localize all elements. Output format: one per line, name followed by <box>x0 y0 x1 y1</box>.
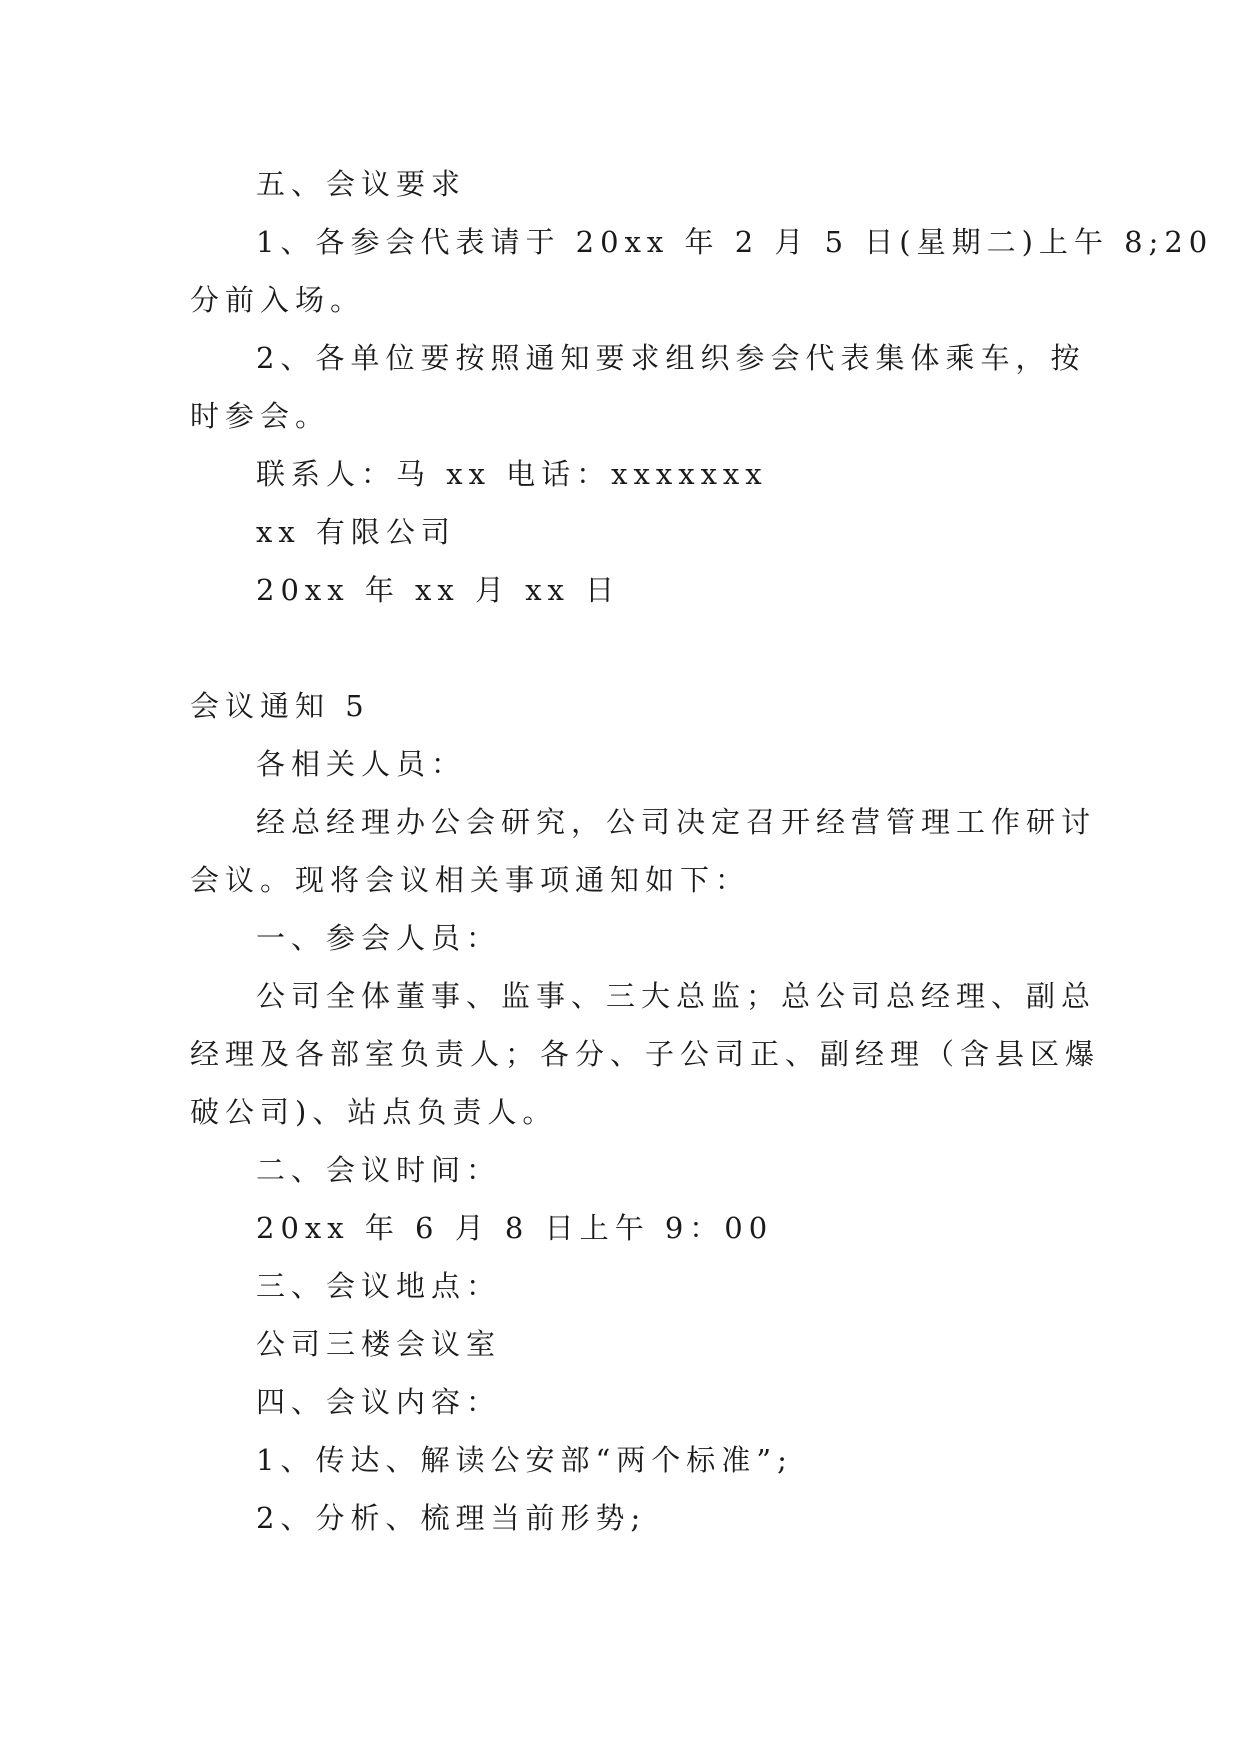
time-heading: 二、会议时间： <box>256 1153 502 1187</box>
requirement-item-2-line-1: 2、各单位要按照通知要求组织参会代表集体乘车，按 <box>256 341 1086 375</box>
place-heading: 三、会议地点： <box>256 1269 502 1303</box>
content-item-2: 2、分析、梳理当前形势; <box>256 1501 647 1535</box>
time-value: 20xx 年 6 月 8 日上午 9：00 <box>256 1211 774 1245</box>
signature-date: 20xx 年 xx 月 xx 日 <box>256 573 621 607</box>
intro-line-1: 经总经理办公会研究，公司决定召开经营管理工作研讨 <box>256 805 1097 839</box>
section-heading-requirements: 五、会议要求 <box>256 167 467 201</box>
participants-heading: 一、参会人员： <box>256 921 502 955</box>
intro-line-2: 会议。现将会议相关事项通知如下： <box>190 863 751 897</box>
notice-title: 会议通知 5 <box>190 689 370 723</box>
participants-line-2: 经理及各部室负责人；各分、子公司正、副经理（含县区爆 <box>190 1037 1101 1071</box>
requirement-item-2-line-2: 时参会。 <box>190 399 331 433</box>
requirement-item-1-line-2: 分前入场。 <box>190 283 366 317</box>
contact-line: 联系人：马 xx 电话：xxxxxxx <box>256 457 768 491</box>
company-name: xx 有限公司 <box>256 515 456 549</box>
participants-line-1: 公司全体董事、监事、三大总监；总公司总经理、副总 <box>256 979 1097 1013</box>
content-item-1: 1、传达、解读公安部“两个标准”; <box>256 1443 793 1477</box>
place-value: 公司三楼会议室 <box>256 1327 502 1361</box>
salutation: 各相关人员： <box>256 747 467 781</box>
content-heading: 四、会议内容： <box>256 1385 502 1419</box>
requirement-item-1-line-1: 1、各参会代表请于 20xx 年 2 月 5 日(星期二)上午 8;20 <box>256 225 1214 259</box>
participants-line-3: 破公司)、站点负责人。 <box>190 1095 558 1129</box>
